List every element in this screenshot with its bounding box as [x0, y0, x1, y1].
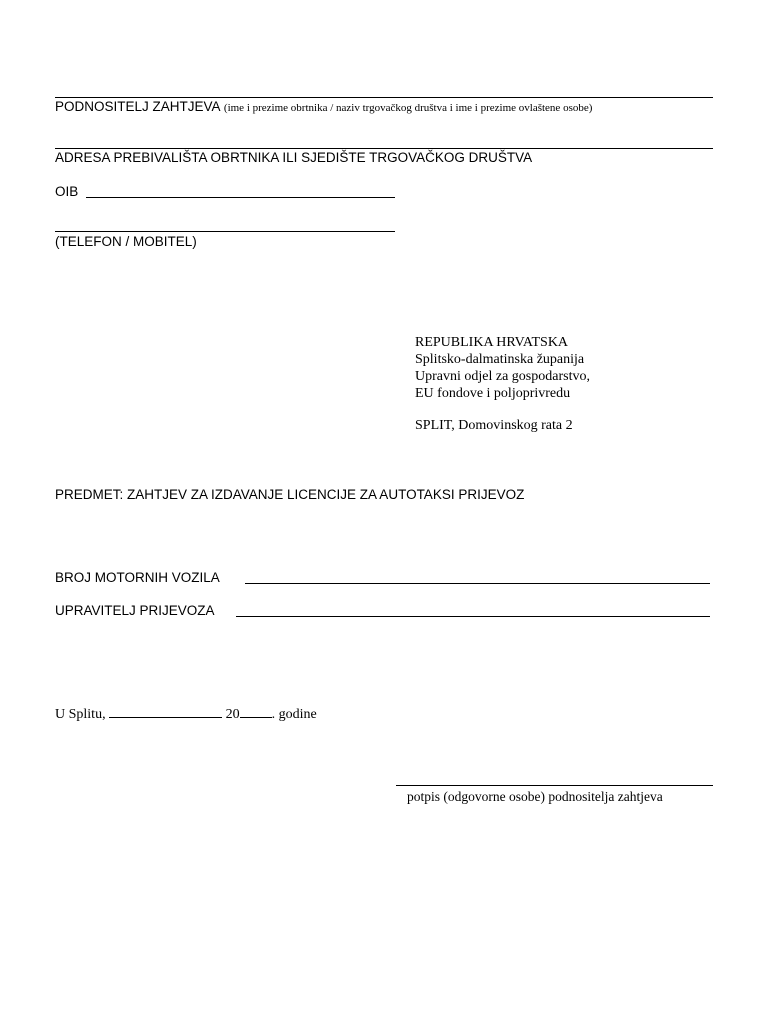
date-place: U Splitu,	[55, 707, 106, 722]
recipient-line-3: Upravni odjel za gospodarstvo,	[415, 369, 590, 384]
recipient-line-1: REPUBLIKA HRVATSKA	[415, 335, 569, 350]
applicant-label-row	[55, 99, 592, 116]
date-suffix: . godine	[271, 707, 317, 722]
address-label: ADRESA PREBIVALIŠTA OBRTNIKA ILI SJEDIŠTE TRGOVAČKOG DRUŠTVA	[55, 150, 533, 165]
signature-caption: potpis (odgovorne osobe) podnositelja zahtjeva	[407, 789, 663, 804]
applicant-label: PODNOSITELJ ZAHTJEVA	[55, 99, 221, 114]
manager-label: UPRAVITELJ PRIJEVOZA	[55, 603, 215, 618]
phone-label: (TELEFON / MOBITEL)	[55, 234, 197, 249]
recipient-line-2: Splitsko-dalmatinska županija	[415, 352, 585, 367]
date-day-month-field[interactable]	[109, 705, 222, 718]
vehicles-label: BROJ MOTORNIH VOZILA	[55, 570, 220, 585]
subject: PREDMET: ZAHTJEV ZA IZDAVANJE LICENCIJE ZA AUTOTAKSI PRIJEVOZ	[55, 487, 525, 502]
oib-label: OIB	[55, 184, 79, 199]
date-year-field[interactable]	[240, 705, 272, 718]
phone-input-line[interactable]	[55, 231, 395, 232]
applicant-note: (ime i prezime obrtnika / naziv trgovačkog društva i ime i prezime ovlaštene osobe)	[223, 102, 593, 114]
date-row	[55, 705, 317, 723]
date-year-prefix: 20	[225, 707, 240, 722]
recipient-line-4: EU fondove i poljoprivredu	[415, 386, 571, 401]
vehicles-input-line[interactable]	[245, 583, 710, 584]
applicant-line[interactable]	[55, 97, 713, 98]
manager-input-line[interactable]	[236, 616, 710, 617]
oib-input-line[interactable]	[86, 197, 395, 198]
signature-line[interactable]	[396, 785, 713, 786]
address-line[interactable]	[55, 148, 713, 149]
recipient-address	[415, 334, 590, 434]
recipient-line-5: SPLIT, Domovinskog rata 2	[415, 418, 573, 433]
